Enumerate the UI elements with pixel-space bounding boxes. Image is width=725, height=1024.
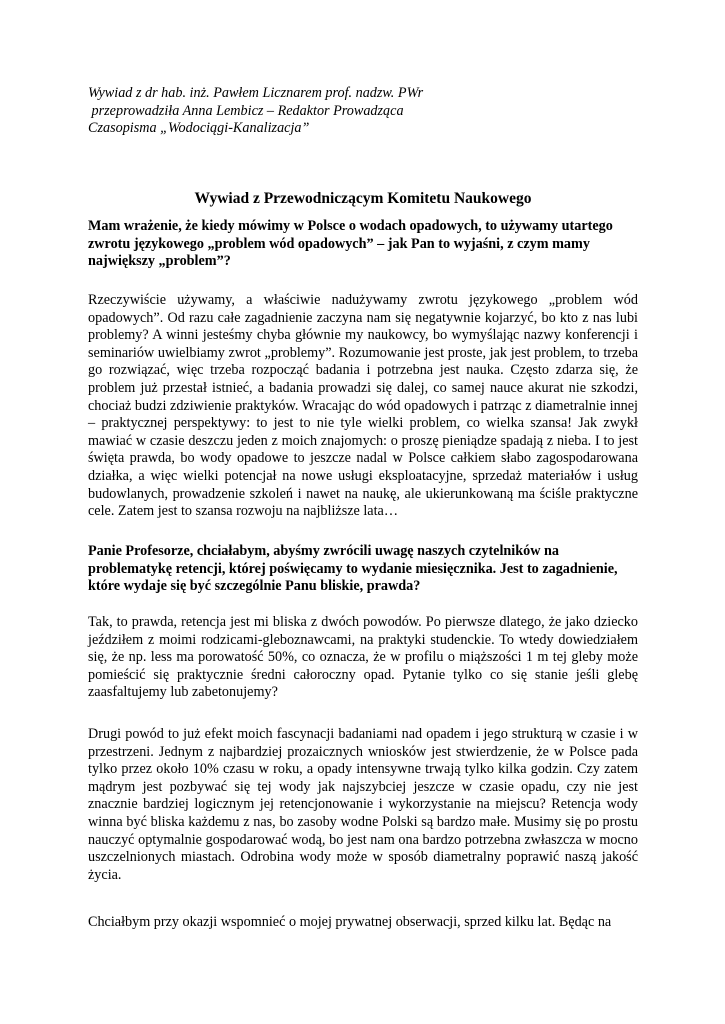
byline-line-3: Czasopisma „Wodociągi-Kanalizacja” <box>88 120 310 136</box>
article-title: Wywiad z Przewodniczącym Komitetu Naukowego <box>194 190 532 207</box>
answer-2: Tak, to prawda, retencja jest mi bliska z dwóch powodów. Po pierwsze dlatego, że jako dziecko jeździłem z moimi rodzicami-gleboznawcami, na praktyki studenckie. To wtedy dowiedziałem się, że np. less ma porowatość 50%, co oznacza, że w profilu o miąższości 1 m tej gleby może pomieścić się praktycznie średni całoroczny opad. Pytanie tylko co się stanie jeśli glebę zaasfaltujemy lub zabetonujemy? <box>88 614 638 701</box>
answer-3: Drugi powód to już efekt moich fascynacji badaniami nad opadem i jego strukturą w czasie i w przestrzeni. Jednym z najbardziej prozaicznych wniosków jest stwierdzenie, że w Polsce pada tylko przez około 10% czasu w roku, a opady intensywne trwają tylko kilka godzin. Czy zatem mądrym jest pozbywać się tej wody jak najszybciej jeszcze w czasie opadu, czy nie jest znacznie bardziej logicznym jej retencjonowanie i wykorzystanie na miejscu? Retencja wody winna być bliska każdemu z nas, bo zasoby wodne Polski są bardzo małe. Musimy się po prostu nauczyć optymalnie gospodarować wodą, bo jest nam ona bardzo potrzebna zwłaszcza w mocno uszczelnionych miastach. Odrobina wody może w sposób diametralny poprawić naszą jakość życia. <box>88 726 638 883</box>
interview-byline <box>88 85 638 138</box>
question-2: Panie Profesorze, chciałabym, abyśmy zwrócili uwagę naszych czytelników na problematykę retencji, której poświęcamy to wydanie miesięcznika. Jest to zagadnienie, które wydaje się być szczególnie Panu bliskie, prawda? <box>88 543 618 594</box>
document-page <box>88 85 638 930</box>
question-1: Mam wrażenie, że kiedy mówimy w Polsce o wodach opadowych, to używamy utartego zwrotu językowego „problem wód opadowych” – jak Pan to wyjaśni, z czym mamy największy „problem”? <box>88 218 613 269</box>
byline-line-1: Wywiad z dr hab. inż. Pawłem Licznarem prof. nadzw. PWr <box>88 85 424 101</box>
answer-1: Rzeczywiście używamy, a właściwie nadużywamy zwrotu językowego „problem wód opadowych”. Od razu całe zagadnienie zaczyna nam się negatywnie kojarzyć, bo kto z nas lubi problemy? A winni jesteśmy chyba głównie my naukowcy, bo wymyślając nazwy konferencji i seminariów uwielbiamy zwrot „problemy”. Rozumowanie jest proste, jak jest problem, to trzeba go rozwiązać, więc trzeba rozpocząć badania i potrzebna jest nauka. Często zdarza się, że problem już przestał istnieć, a badania prowadzi się dalej, co samej nauce akurat nie szkodzi, chociaż budzi zdziwienie praktyków. Wracając do wód opadowych i patrząc z diametralnie innej – praktycznej perspektywy: to jest to nie tyle wielki problem, co wielka szansa! Jak zwykł mawiać w czasie deszczu jeden z moich znajomych: o proszę pieniądze spadają z nieba. I to jest święta prawda, bo wody opadowe to jeszcze nadal w Polsce całkiem słabo zagospodarowana działka, a więc wielki potencjał na nowe usługi eksploatacyjne, sprzedaż materiałów i usług budowlanych, prowadzenie szkoleń i nawet na naukę, ale ukierunkowaną ma ściśle praktyczne cele. Zatem jest to szansa rozwoju na najbliższe lata… <box>88 292 638 520</box>
byline-line-2: przeprowadziła Anna Lembicz – Redaktor Prowadząca <box>88 102 404 119</box>
answer-4: Chciałbym przy okazji wspomnieć o mojej prywatnej obserwacji, sprzed kilku lat. Będąc na <box>88 914 612 930</box>
